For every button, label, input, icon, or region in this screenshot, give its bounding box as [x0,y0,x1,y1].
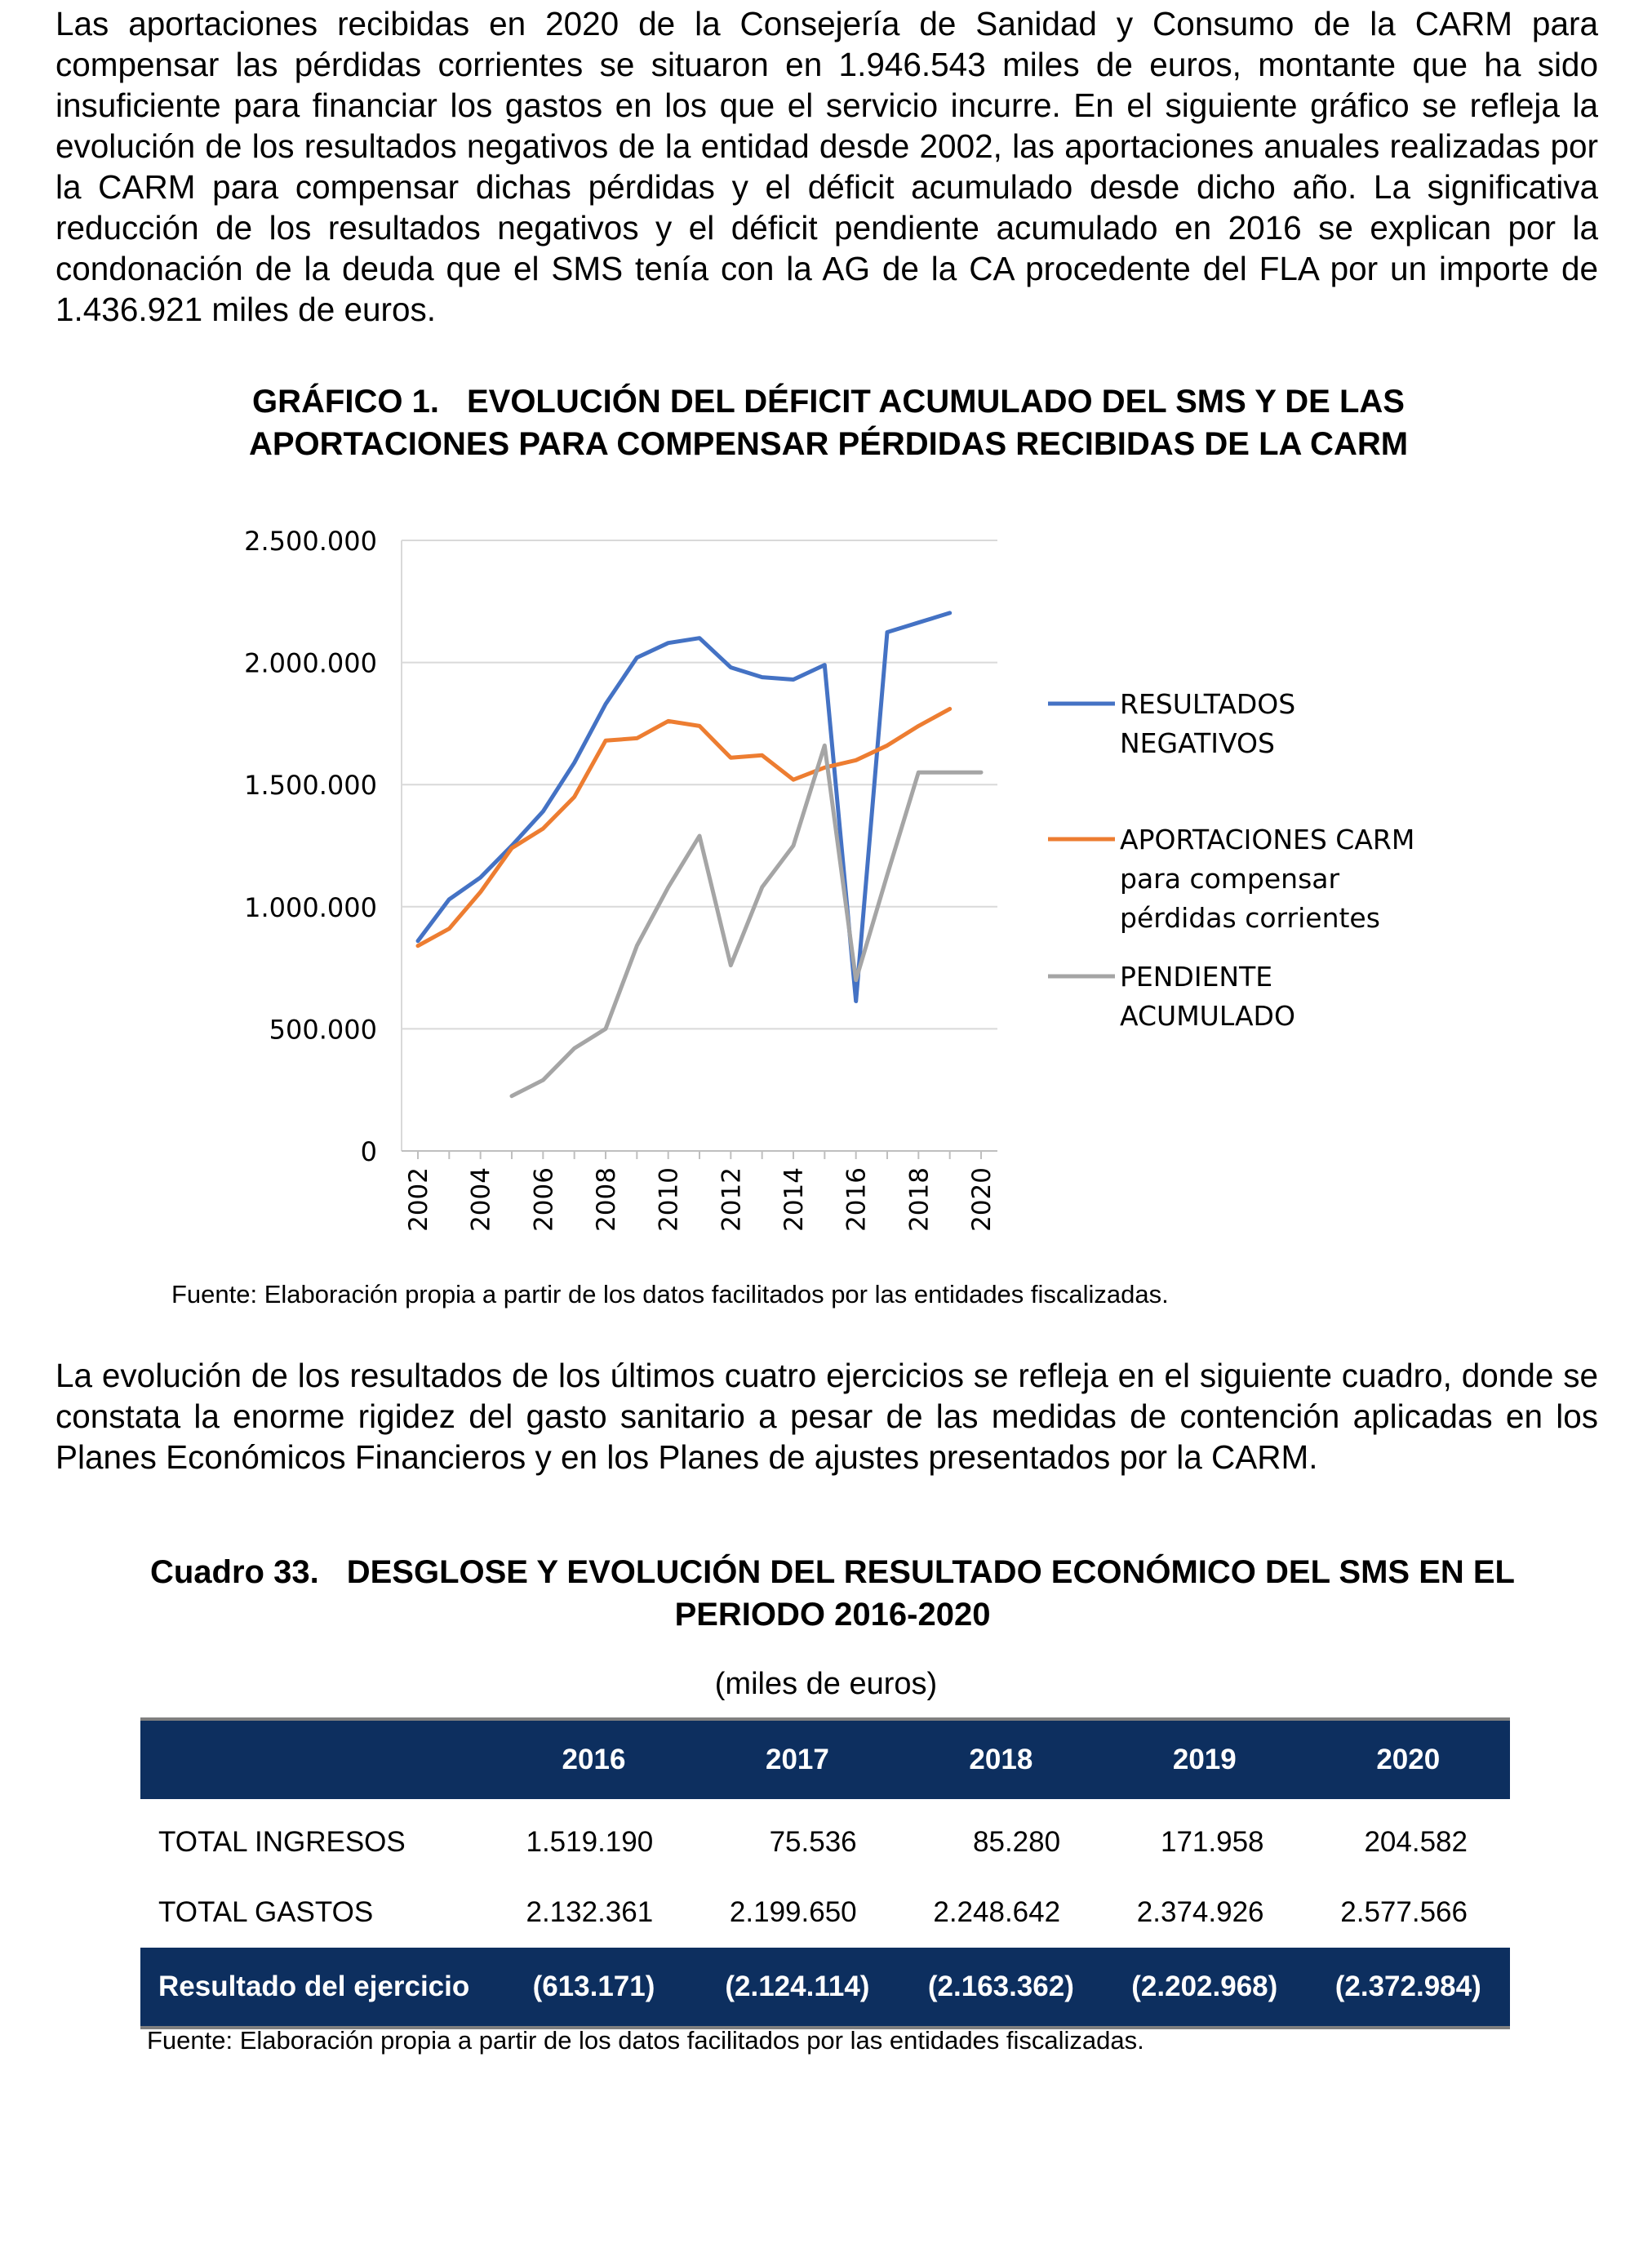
table-heading-line1: DESGLOSE Y EVOLUCIÓN DEL RESULTADO ECONÓMICO DEL SMS EN EL [346,1554,1515,1590]
y-tick-label: 1.500.000 [244,770,377,802]
table-header-row [140,1719,1510,1799]
chart-legend [1048,688,1414,1032]
table-cell: 2.248.642 [933,1896,1061,1928]
x-tick-label: 2018 [904,1167,935,1232]
x-tick-label: 2008 [592,1167,621,1232]
y-tick-label: 0 [360,1136,377,1167]
table-header-cell: 2016 [492,1719,695,1799]
chart-gridlines [402,540,997,1029]
x-tick-label: 2004 [466,1167,496,1232]
table-row-label: TOTAL GASTOS [158,1896,374,1928]
second-paragraph: La evolución de los resultados de los últimos cuatro ejercicios se refleja en el siguiente cuadro, donde se constata la enorme rigidez del gasto sanitario a pesar de las medidas de contención aplicadas en los Planes Económicos Financieros y en los Planes de ajustes presentados por la CARM. [56,1357,1598,1476]
table-result-cell: (2.202.968) [1103,1948,1306,2028]
x-tick-label: 2014 [779,1167,809,1232]
y-tick-label: 2.500.000 [244,526,377,557]
x-tick-label: 2010 [654,1167,684,1232]
chart-series [418,613,981,1096]
table-result-cell: (2.124.114) [695,1948,899,2028]
legend-label-0: RESULTADOS [1120,688,1296,720]
chart-heading-line1: EVOLUCIÓN DEL DÉFICIT ACUMULADO DEL SMS Y DE LAS [466,384,1405,420]
table-cell: 171.958 [1160,1826,1264,1858]
legend-label-1: pérdidas corrientes [1120,902,1380,934]
table-header-cell [140,1719,492,1799]
legend-label-0: NEGATIVOS [1120,727,1275,759]
table-result-cell: (2.372.984) [1307,1948,1510,2028]
table-source-note: Fuente: Elaboración propia a partir de los datos facilitados por las entidades fiscalizadas. [147,2026,1144,2055]
table-heading [65,1551,1600,1636]
table-heading-number: Cuadro 33. [149,1554,319,1590]
table-cell: 85.280 [973,1826,1061,1858]
table-row [140,1799,1510,1877]
table-cell: 2.577.566 [1340,1896,1468,1928]
table-units: (miles de euros) [714,1667,938,1701]
table-result-cell: (613.171) [492,1948,695,2028]
table-header-cell: 2017 [695,1719,899,1799]
table-header-cell: 2019 [1103,1719,1306,1799]
table-result-cell: (2.163.362) [899,1948,1103,2028]
legend-label-2: ACUMULADO [1120,1000,1295,1032]
y-tick-label: 500.000 [269,1014,377,1046]
table-cell: 204.582 [1364,1826,1468,1858]
table-result-row [140,1948,1510,2028]
legend-label-1: APORTACIONES CARM [1120,824,1415,855]
chart-heading-number: GRÁFICO 1. [252,384,439,420]
x-tick-label: 2012 [717,1167,747,1232]
table-header-cell: 2020 [1307,1719,1510,1799]
table-header-cell: 2018 [899,1719,1103,1799]
table-cell: 2.199.650 [729,1896,857,1928]
results-table [140,1717,1510,2029]
table-result-label: Resultado del ejercicio [140,1948,492,2028]
series-line-2 [512,745,981,1095]
x-tick-label: 2016 [842,1167,872,1232]
intro-paragraph: Las aportaciones recibidas en 2020 de la Consejería de Sanidad y Consumo de la CARM para compensar las pérdidas corrientes se situaron en 1.946.543 miles de euros, montante que ha sido insuficiente para financiar los gastos en los que el servicio incurre. En el siguiente gráfico se refleja la evolución de los resultados negativos de la entidad desde 2002, las aportaciones anuales realizadas por la CARM para compensar dichas pérdidas y el déficit acumulado desde dicho año. La significativa reducción de los resultados negativos y el déficit pendiente acumulado en 2016 se explican por la condonación de la deuda que el SMS tenía con la AG de la CA procedente del FLA por un importe de 1.436.921 miles de euros. [56,5,1598,328]
chart-source-note: Fuente: Elaboración propia a partir de los datos facilitados por las entidades fiscalizadas. [171,1280,1169,1309]
table-row-label: TOTAL INGRESOS [158,1826,406,1858]
x-tick-label: 2020 [967,1167,997,1232]
chart-heading-line2: APORTACIONES PARA COMPENSAR PÉRDIDAS RECIBIDAS DE LA CARM [248,426,1409,462]
legend-label-2: PENDIENTE [1120,961,1273,993]
y-tick-label: 2.000.000 [244,647,377,679]
legend-label-1: para compensar [1120,863,1340,895]
table-cell: 1.519.190 [526,1826,654,1858]
table-heading-line2: PERIODO 2016-2020 [674,1597,991,1633]
x-tick-label: 2002 [404,1167,433,1232]
x-tick-label: 2006 [529,1167,559,1232]
y-tick-label: 1.000.000 [244,891,377,923]
series-line-0 [418,613,950,1002]
table-cell: 2.132.361 [526,1896,654,1928]
table-cell: 75.536 [769,1826,857,1858]
table-cell: 2.374.926 [1136,1896,1264,1928]
table-row [140,1877,1510,1948]
